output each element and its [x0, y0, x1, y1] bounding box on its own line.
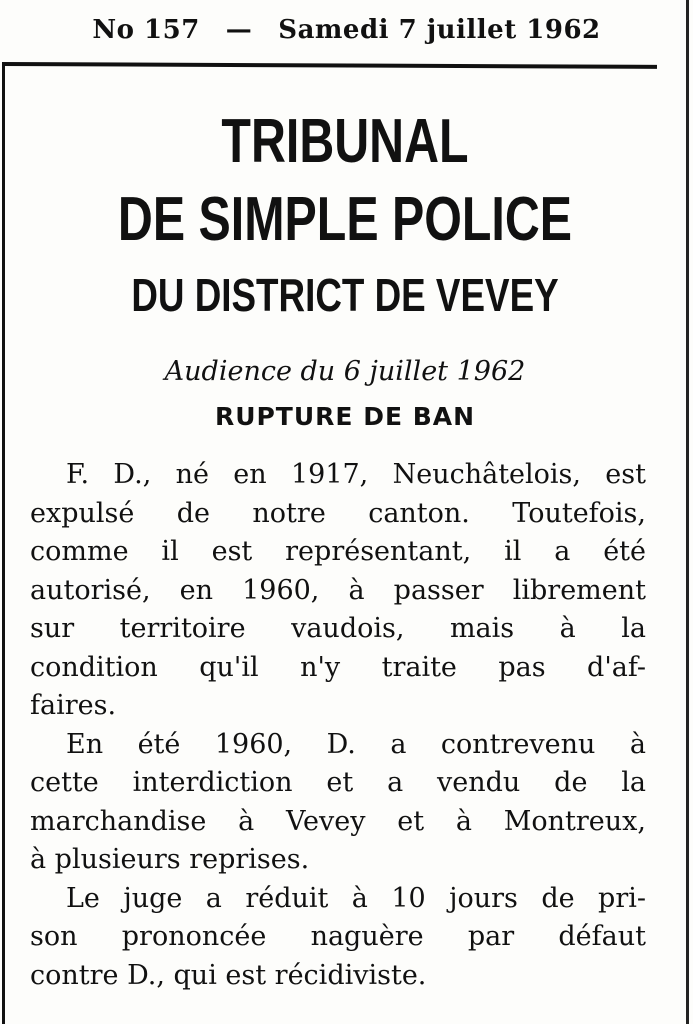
headline-line-3: DU DISTRICT DE VEVEY	[131, 269, 559, 321]
issue-date: Samedi 7 juillet 1962	[278, 15, 601, 45]
body-line: F. D., né en 1917, Neuchâtelois, est	[66, 459, 646, 490]
body-line: cette interdiction et a vendu de la	[30, 767, 646, 798]
body-line: comme il est représentant, il a été	[30, 536, 646, 567]
body-line: faires.	[30, 690, 117, 721]
masthead-dash: —	[225, 15, 253, 45]
body-line: expulsé de notre canton. Toutefois,	[30, 497, 646, 529]
left-column-rule	[2, 64, 5, 1024]
body-line: Le juge a réduit à 10 jours de pri-	[66, 882, 646, 914]
body-line: son prononcée naguère par défaut	[30, 921, 646, 952]
right-column-rule	[686, 0, 689, 1024]
headline-line-2: DE SIMPLE POLICE	[117, 185, 573, 254]
body-line: autorisé, en 1960, à passer librement	[30, 574, 646, 606]
article-body	[30, 456, 646, 995]
body-line: contre D., qui est récidiviste.	[30, 959, 427, 991]
hearing-date: Audience du 6 juillet 1962	[164, 356, 526, 387]
body-line: marchandise à Vevey et à Montreux,	[30, 805, 646, 837]
issue-number: No 157	[92, 15, 200, 45]
body-line: sur territoire vaudois, mais à la	[30, 613, 646, 644]
body-line: condition qu'il n'y traite pas d'af-	[30, 651, 646, 683]
body-line: En été 1960, D. a contrevenu à	[66, 728, 646, 760]
article-subtitle: RUPTURE DE BAN	[214, 402, 476, 431]
top-rule	[2, 62, 657, 69]
body-line: à plusieurs reprises.	[30, 844, 310, 875]
headline-line-1: TRIBUNAL	[221, 107, 469, 176]
masthead	[0, 8, 693, 52]
